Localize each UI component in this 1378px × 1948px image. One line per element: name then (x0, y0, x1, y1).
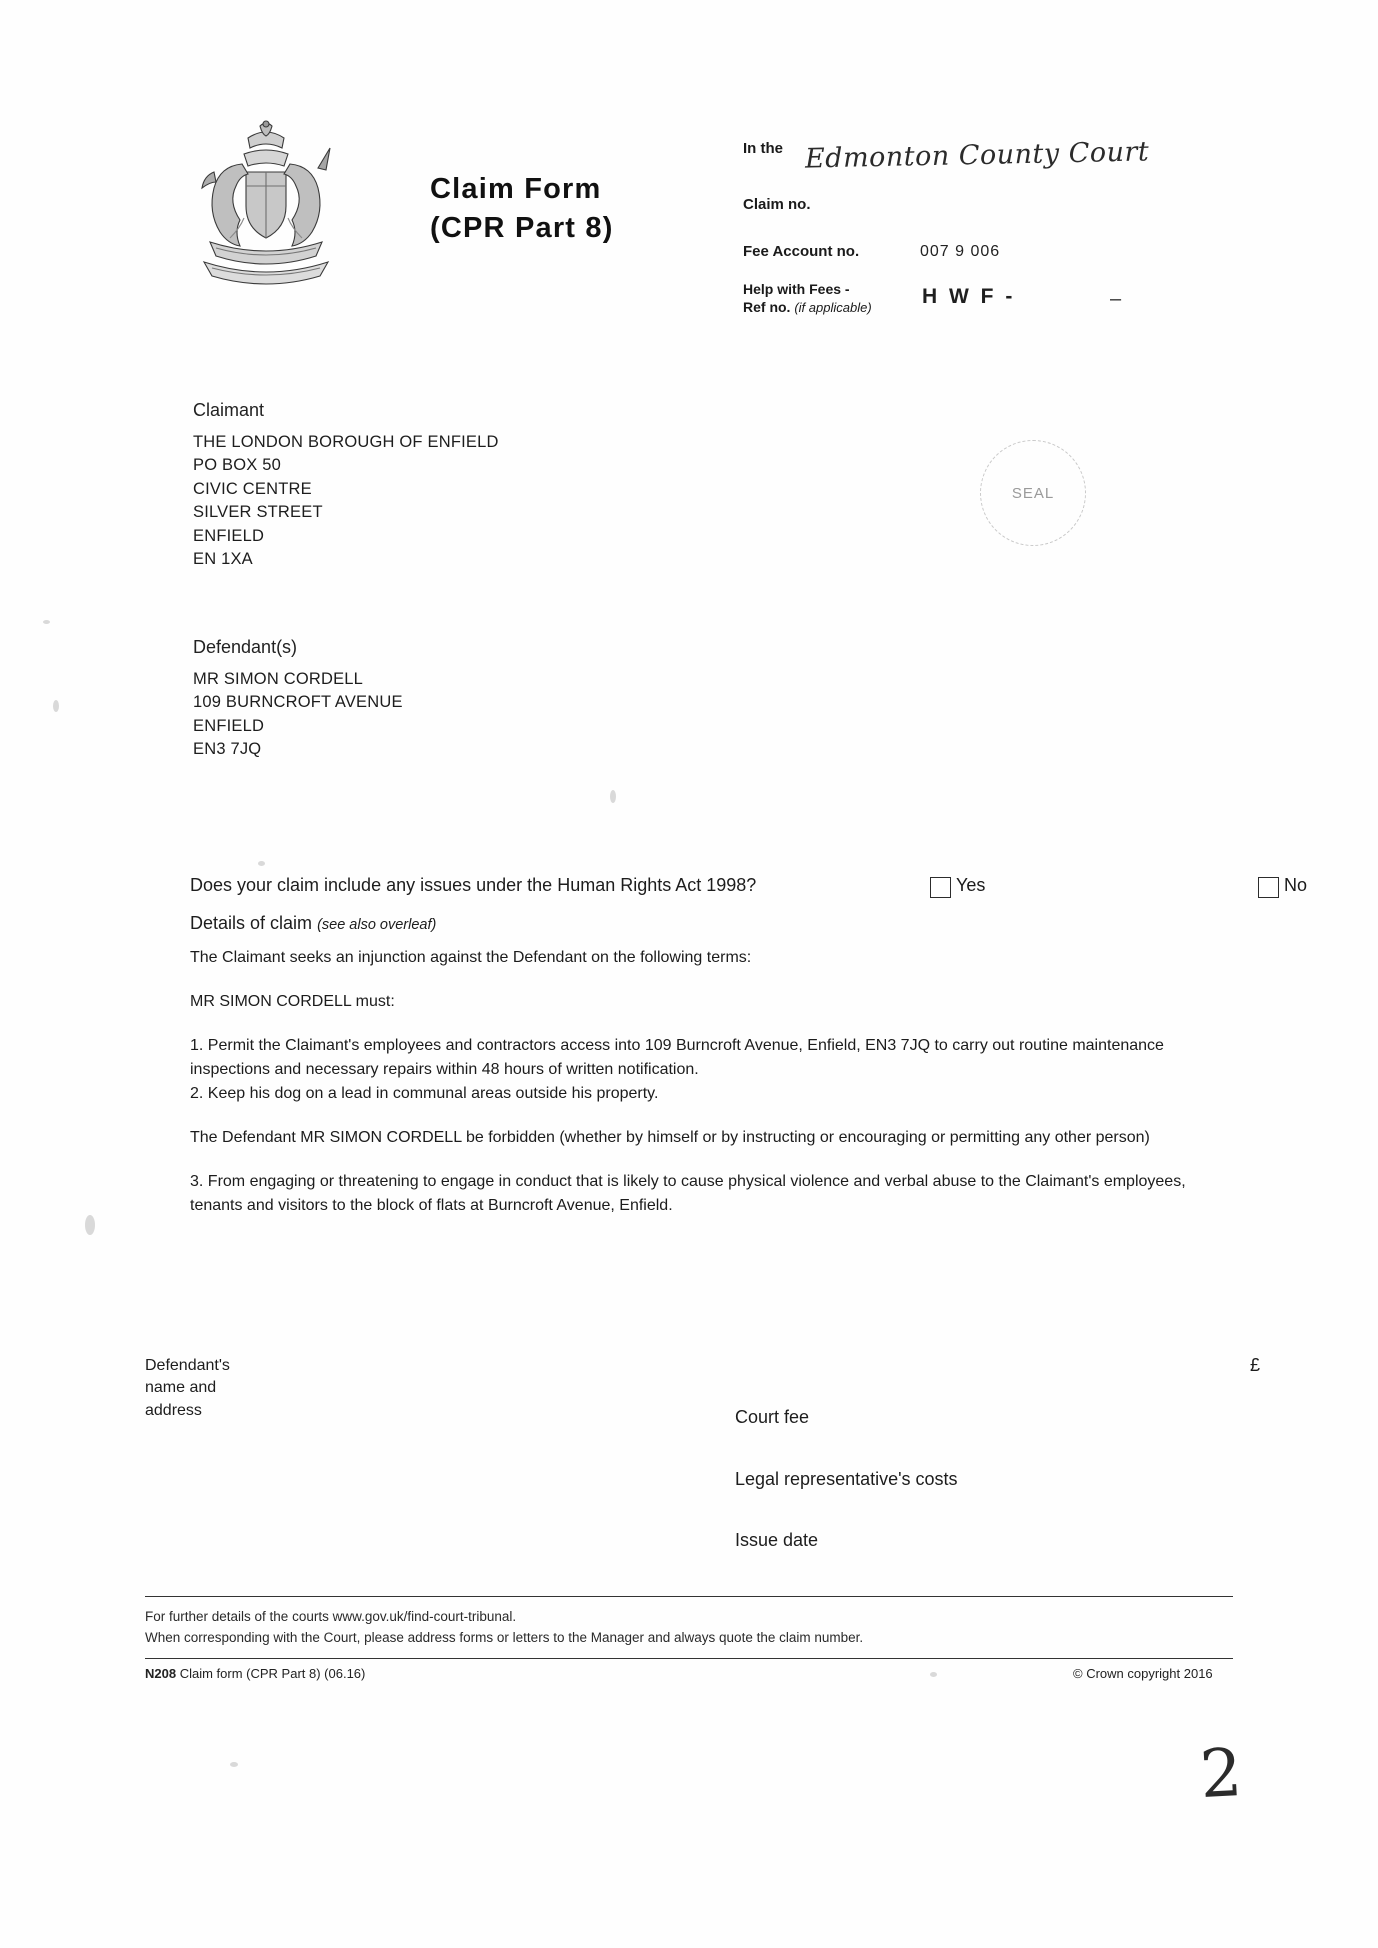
scan-speck (930, 1672, 937, 1677)
help-with-fees-value[interactable]: H W F - (922, 285, 1016, 308)
footer-note-line2: When corresponding with the Court, please address forms or letters to the Manager and always quote the claim number. (145, 1629, 864, 1645)
defendant-name-address-label-line1: Defendant's (145, 1357, 230, 1374)
fee-account-value[interactable]: 007 9 006 (920, 243, 1001, 260)
page-title (430, 170, 614, 248)
defendant-address-line: EN3 7JQ (193, 740, 262, 759)
claim-paragraph: 2. Keep his dog on a lead in communal areas outside his property. (190, 1085, 659, 1102)
claimant-address-line: PO BOX 50 (193, 456, 282, 475)
details-of-claim-body (190, 946, 1190, 1238)
scan-speck (610, 790, 616, 803)
claimant-address-line: EN 1XA (193, 550, 253, 569)
currency-symbol: £ (1250, 1355, 1261, 1375)
details-of-claim-heading (190, 913, 436, 934)
form-title-line1: Claim Form (430, 173, 602, 205)
claimant-address-line: CIVIC CENTRE (193, 479, 312, 498)
defendant-name-address-label (145, 1355, 230, 1422)
form-description: Claim form (CPR Part 8) (06.16) (179, 1666, 366, 1681)
help-with-fees-label (743, 281, 918, 316)
claimant-block (193, 400, 499, 572)
form-reference (145, 1666, 365, 1681)
scan-speck (85, 1215, 95, 1235)
defendant-address-line: ENFIELD (193, 716, 265, 735)
defendant-name-address-label-line3: address (145, 1401, 202, 1419)
in-the-label: In the (743, 140, 783, 157)
form-title-line2: (CPR Part 8) (430, 212, 614, 245)
defendant-address-line: MR SIMON CORDELL (193, 670, 364, 688)
seal-label: SEAL (1011, 484, 1055, 502)
form-code: N208 (145, 1666, 177, 1681)
scan-speck (258, 861, 265, 866)
claimant-address-line: THE LONDON BOROUGH OF ENFIELD (193, 433, 499, 451)
court-fee-label: Court fee (735, 1407, 810, 1427)
royal-coat-of-arms-icon (186, 120, 346, 285)
legal-representatives-costs-label: Legal representative's costs (735, 1468, 958, 1489)
scan-speck (53, 700, 59, 712)
copyright-notice: © Crown copyright 2016 (1073, 1666, 1213, 1681)
issue-date-label: Issue date (735, 1530, 819, 1551)
human-rights-no-label: No (1284, 875, 1308, 895)
help-with-fees-applicable-note: (if applicable) (794, 299, 872, 315)
defendant-name-address-label-line2: name and (145, 1379, 217, 1397)
fee-labels (735, 1407, 958, 1592)
footer-rule-top (145, 1596, 1233, 1597)
footer-note (145, 1607, 863, 1649)
court-seal (980, 440, 1086, 546)
claim-paragraph: The Claimant seeks an injunction against the Defendant on the following terms: (190, 949, 752, 966)
defendant-address-line: 109 BURNCROFT AVENUE (193, 693, 403, 712)
human-rights-yes-checkbox[interactable] (930, 877, 951, 898)
court-name-value[interactable]: Edmonton County Court (804, 136, 1150, 175)
claimant-heading: Claimant (193, 400, 265, 420)
claimant-address-line: ENFIELD (193, 526, 265, 545)
footer-note-line1: For further details of the courts www.gov.uk/find-court-tribunal. (145, 1609, 517, 1624)
help-with-fees-trailing-dash: – (1110, 288, 1122, 310)
defendant-block (193, 637, 403, 762)
human-rights-no-checkbox[interactable] (1258, 877, 1279, 898)
claimant-address-line: SILVER STREET (193, 503, 323, 522)
human-rights-yes-label: Yes (956, 875, 986, 895)
details-of-claim-heading-note: (see also overleaf) (317, 917, 437, 933)
handwritten-page-number: 2 (1198, 1733, 1244, 1814)
form-header (0, 0, 1378, 315)
help-with-fees-label-line1: Help with Fees - (743, 281, 850, 297)
footer-rule-bottom (145, 1658, 1233, 1659)
scan-speck (230, 1762, 238, 1767)
help-with-fees-ref-label: Ref no. (743, 298, 791, 315)
defendant-heading: Defendant(s) (193, 637, 298, 657)
claim-paragraph: The Defendant MR SIMON CORDELL be forbidden (whether by himself or by instructing or encouraging or permitting any other person) (190, 1129, 1150, 1146)
claim-no-label: Claim no. (743, 196, 811, 213)
claim-paragraph: MR SIMON CORDELL must: (190, 993, 395, 1010)
claim-paragraph: 1. Permit the Claimant's employees and contractors access into 109 Burncroft Avenue, Enfield, EN3 7JQ to carry out routine maintenance inspections and necessary repairs within 48 hours of written notification. (190, 1037, 1164, 1078)
fee-account-label: Fee Account no. (743, 243, 860, 260)
claim-paragraph: 3. From engaging or threatening to engage in conduct that is likely to cause physical violence and verbal abuse to the Claimant's employees, tenants and visitors to the block of flats at Burncroft Avenue, Enfield. (190, 1173, 1186, 1214)
human-rights-question: Does your claim include any issues under the Human Rights Act 1998? (190, 875, 757, 895)
details-of-claim-heading-text: Details of claim (190, 913, 313, 933)
scan-speck (43, 620, 50, 624)
